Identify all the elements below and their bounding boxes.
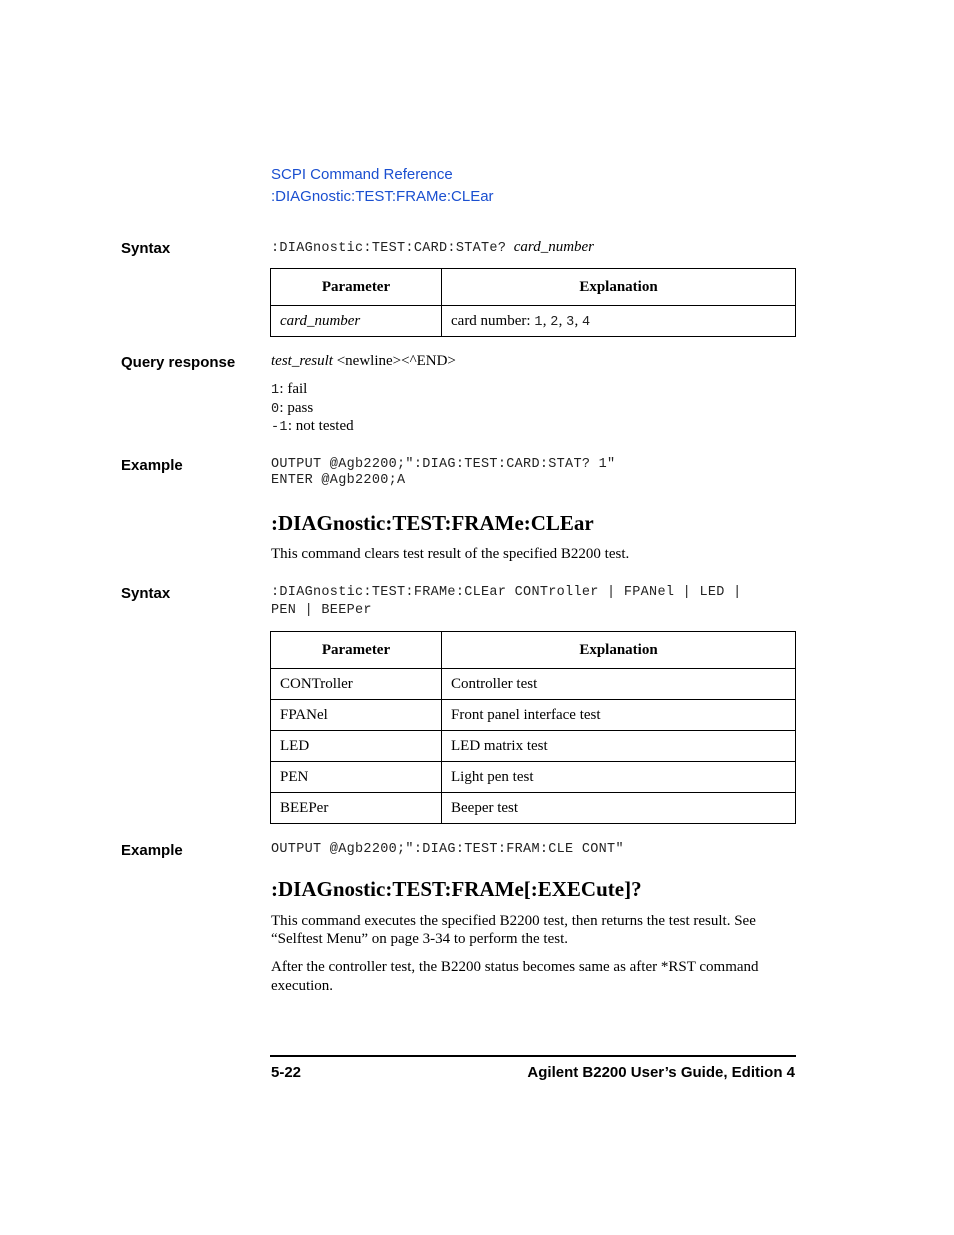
card-value: 1 [534,314,543,330]
table-row [271,700,796,731]
example-code-line: OUTPUT @Agb2200;":DIAG:TEST:CARD:STAT? 1" [271,457,616,472]
example-label: Example [121,457,183,474]
card-state-syntax [271,239,594,256]
table-row [271,731,796,762]
running-header-command: :DIAGnostic:TEST:FRAMe:CLEar [271,188,494,205]
table-cell-explanation: Beeper test [442,793,796,824]
response-text: : fail [279,381,308,397]
query-terminator: <newline><^END> [332,353,456,369]
response-code: -1 [271,420,288,435]
table-cell-explanation: Front panel interface test [442,700,796,731]
table-header-explanation: Explanation [442,632,796,669]
table-header-row [271,632,796,669]
running-header-section: SCPI Command Reference [271,166,453,183]
table-cell-parameter: CONTroller [271,669,442,700]
paragraph-line: After the controller test, the B2200 status becomes same as after *RST command [271,959,759,975]
response-item [271,418,354,435]
footer-rule [270,1055,796,1057]
table-cell-parameter: BEEPer [271,793,442,824]
table-cell-parameter: FPANel [271,700,442,731]
card-value: 4 [582,314,591,330]
example-code-line: ENTER @Agb2200;A [271,473,406,488]
table-header-explanation: Explanation [442,269,796,306]
syntax-label: Syntax [121,585,171,602]
table-row [271,793,796,824]
table-header-parameter: Parameter [271,269,442,306]
query-variable: test_result [271,353,333,369]
footer-title: Agilent B2200 User’s Guide, Edition 4 [527,1064,795,1081]
table-row [271,306,796,337]
example-code-line: OUTPUT @Agb2200;":DIAG:TEST:FRAM:CLE CONT" [271,842,624,857]
response-item [271,381,307,398]
page-number: 5-22 [271,1064,302,1081]
table-cell-parameter: PEN [271,762,442,793]
card-state-parameter-table [270,268,796,337]
section-heading: :DIAGnostic:TEST:FRAMe[:EXECute]? [271,877,642,901]
table-cell-explanation: Light pen test [442,762,796,793]
table-row [271,762,796,793]
table-cell-explanation: card number: 1, 2, 3, 4 [442,306,796,337]
section-heading: :DIAGnostic:TEST:FRAMe:CLEar [271,511,594,535]
table-header-row [271,269,796,306]
response-code: 1 [271,383,280,398]
syntax-label: Syntax [121,240,171,257]
response-text: : pass [279,400,314,416]
section-description: This command clears test result of the specified B2200 test. [271,546,630,562]
paragraph-line: This command executes the specified B2200 test, then returns the test result. See [271,913,756,929]
table-cell-explanation: LED matrix test [442,731,796,762]
table-header-parameter: Parameter [271,632,442,669]
table-cell-parameter: LED [271,731,442,762]
query-response-label: Query response [121,354,236,371]
response-item [271,400,313,417]
table-cell-explanation: Controller test [442,669,796,700]
table-cell-parameter: card_number [271,306,442,337]
table-row [271,669,796,700]
frame-clear-parameter-table [270,631,796,824]
example-label: Example [121,842,183,859]
paragraph-line: execution. [271,978,334,994]
syntax-command: :DIAGnostic:TEST:FRAMe:CLEar CONTroller | FPANel | LED | [271,585,742,600]
card-value: 3 [566,314,575,330]
syntax-command: :DIAGnostic:TEST:CARD:STATe? [271,241,507,256]
syntax-argument: card_number [513,239,595,255]
response-code: 0 [271,402,280,417]
paragraph-line: “Selftest Menu” on page 3-34 to perform the test. [271,931,568,947]
query-response-format [271,353,456,370]
explanation-text: card number: [451,312,535,329]
syntax-command-continued: PEN | BEEPer [271,603,372,618]
response-text: : not tested [287,418,354,434]
card-value: 2 [550,314,559,330]
